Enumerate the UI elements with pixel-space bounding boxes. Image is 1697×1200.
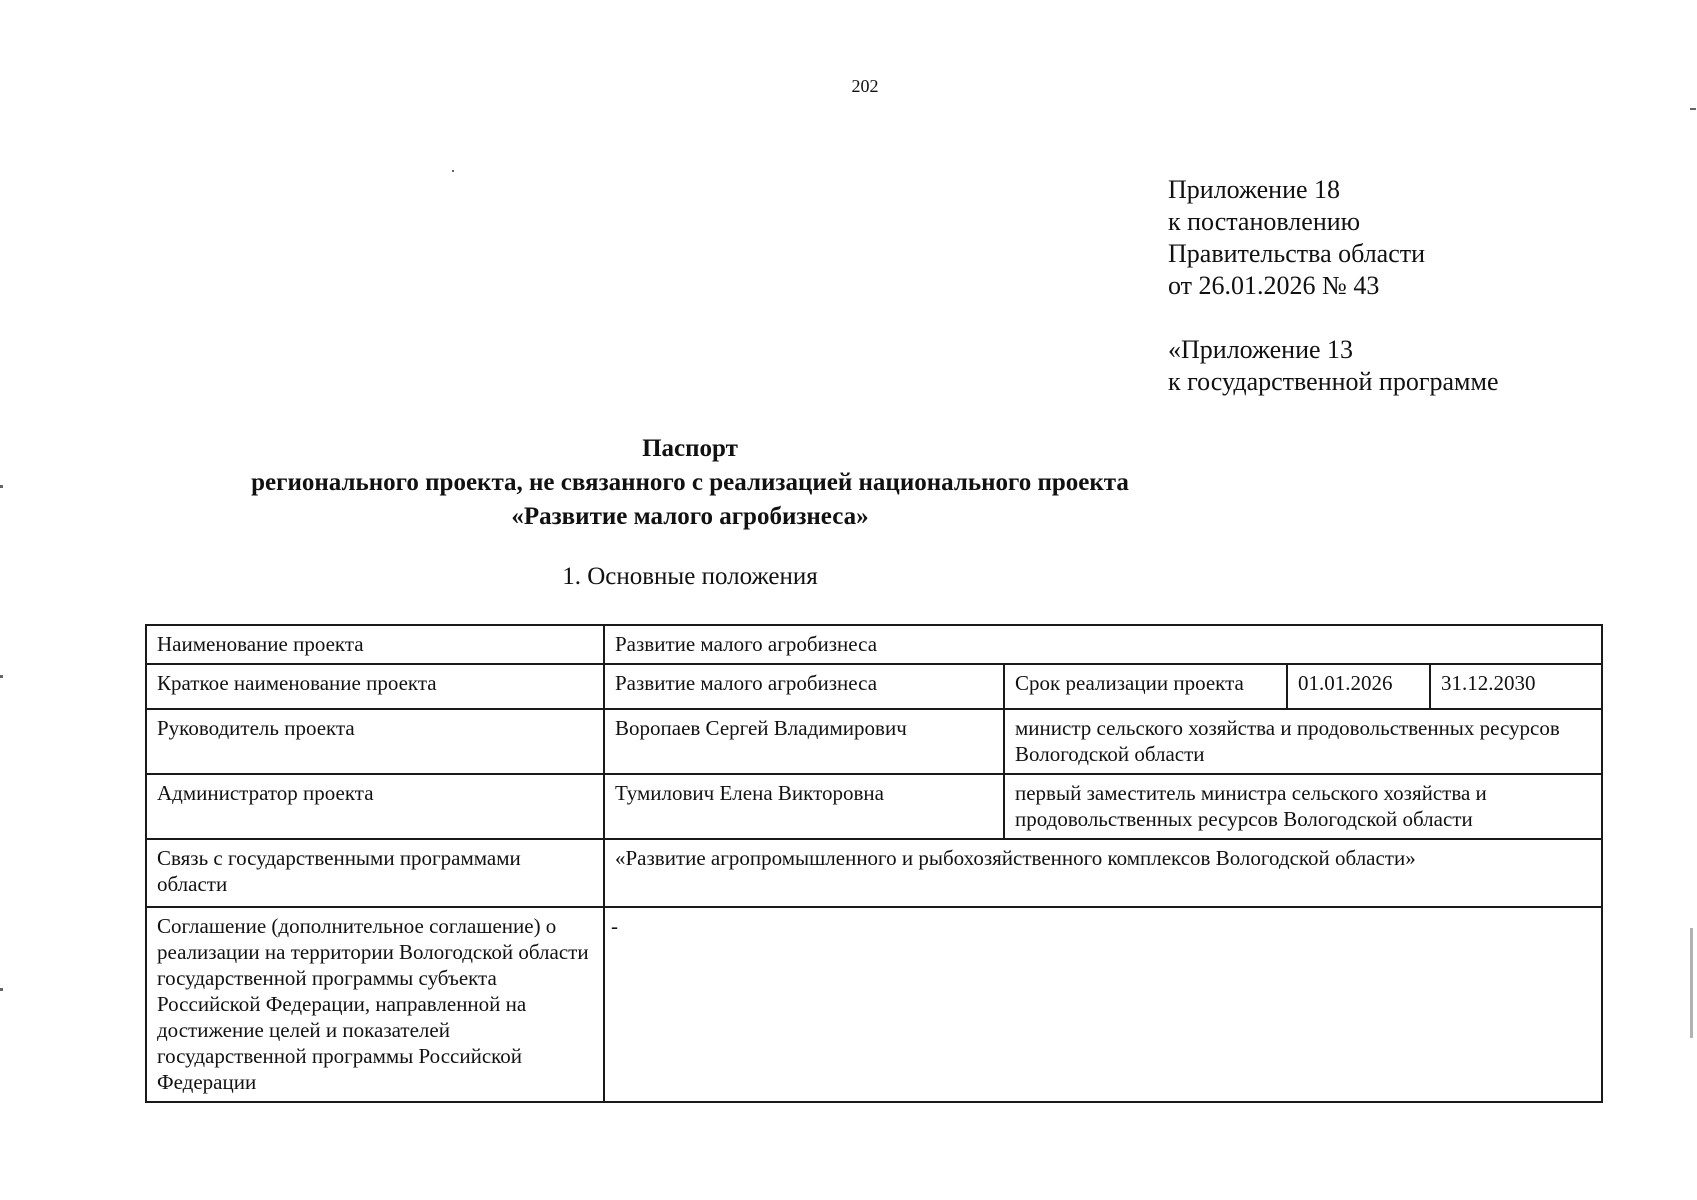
title-line-2: регионального проекта, не связанного с реализацией национального проекта — [251, 469, 1129, 496]
project-admin-name: Тумилович Елена Викторовна — [604, 774, 1004, 839]
project-leader-label: Руководитель проекта — [146, 709, 604, 774]
project-leader-position: министр сельского хозяйства и продовольственных ресурсов Вологодской области — [1004, 709, 1602, 774]
project-name-value: Развитие малого агробизнеса — [604, 625, 1602, 664]
period-start: 01.01.2026 — [1287, 664, 1430, 709]
project-admin-label: Администратор проекта — [146, 774, 604, 839]
table-row — [146, 839, 1602, 907]
agreement-label: Соглашение (дополнительное соглашение) о реализации на территории Вологодской области государственной программы субъекта Российской Федерации, направленной на достижение целей и показателей государственной программы Российской Федерации — [146, 907, 604, 1102]
appendix-line-3: Правительства области — [1168, 239, 1426, 268]
title-line-1: Паспорт — [642, 435, 738, 462]
page-number: 202 — [851, 76, 879, 96]
table-row — [146, 774, 1602, 839]
short-name-value: Развитие малого агробизнеса — [604, 664, 1004, 709]
table-row — [146, 907, 1602, 1102]
title-line-3: «Развитие малого агробизнеса» — [511, 503, 869, 530]
document-title — [0, 432, 1380, 534]
period-end: 31.12.2030 — [1430, 664, 1602, 709]
period-label: Срок реализации проекта — [1004, 664, 1287, 709]
scan-mark — [1690, 928, 1693, 1038]
project-admin-position: первый заместитель министра сельского хозяйства и продовольственных ресурсов Вологодской области — [1004, 774, 1602, 839]
table-row — [146, 709, 1602, 774]
scan-mark — [1690, 108, 1696, 110]
project-leader-name: Воропаев Сергей Владимирович — [604, 709, 1004, 774]
project-name-label: Наименование проекта — [146, 625, 604, 664]
appendix-line-2: к постановлению — [1168, 207, 1361, 236]
scan-mark — [452, 170, 454, 172]
appendix-line-4: от 26.01.2026 № 43 — [1168, 271, 1380, 300]
programs-link-value: «Развитие агропромышленного и рыбохозяйственного комплексов Вологодской области» — [604, 839, 1602, 907]
table-row — [146, 625, 1602, 664]
program-appendix-header — [1168, 334, 1499, 398]
scan-mark — [0, 485, 3, 488]
appendix-header — [1168, 174, 1425, 302]
programs-link-label: Связь с государственными программами области — [146, 839, 604, 907]
program-appendix-line-2: к государственной программе — [1168, 367, 1499, 396]
section-title: 1. Основные положения — [562, 563, 818, 590]
passport-table — [145, 624, 1603, 1103]
scan-mark — [0, 675, 3, 678]
appendix-line-1: Приложение 18 — [1168, 175, 1341, 204]
agreement-value: - — [604, 907, 1602, 1102]
program-appendix-line-1: «Приложение 13 — [1168, 335, 1354, 364]
table-row — [146, 664, 1602, 709]
short-name-label: Краткое наименование проекта — [146, 664, 604, 709]
scan-mark — [0, 988, 3, 991]
